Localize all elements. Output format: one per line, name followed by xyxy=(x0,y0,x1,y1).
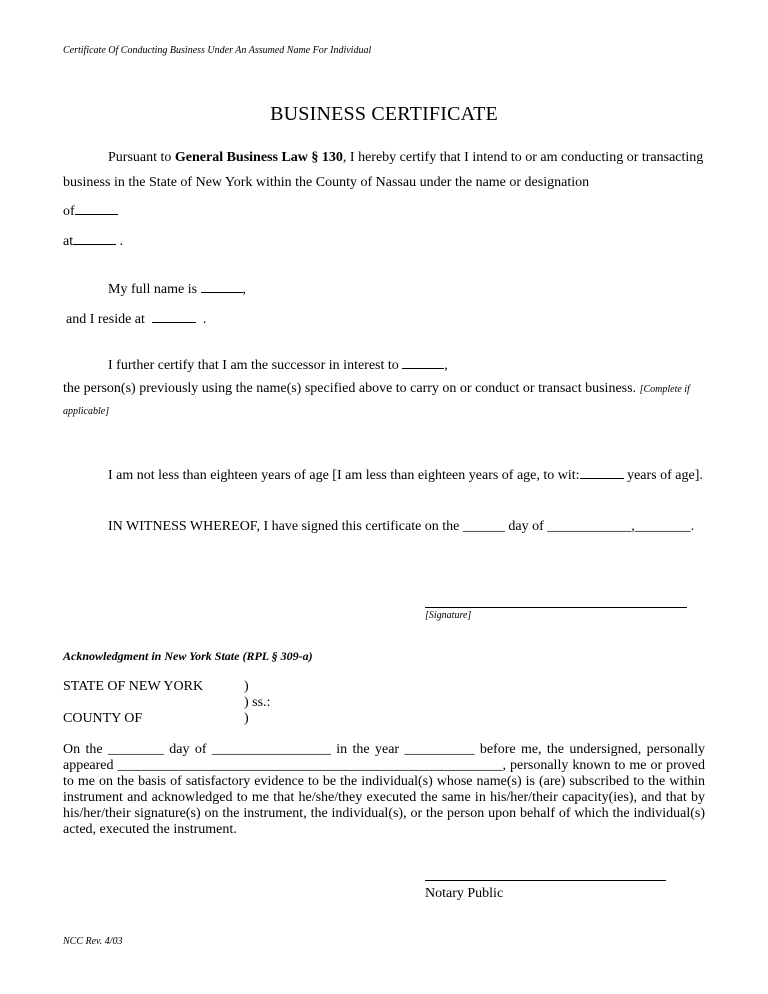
paren-2: ) xyxy=(244,711,249,726)
business-address-field[interactable] xyxy=(73,232,116,245)
complete-note: [Complete if xyxy=(639,384,690,395)
residence-field[interactable] xyxy=(152,310,196,323)
revision-footer: NCC Rev. 4/03 xyxy=(63,936,123,947)
successor-line1: I further certify that I am the successor in interest to , xyxy=(108,358,448,373)
successor-field[interactable] xyxy=(402,356,444,369)
of-line: of xyxy=(63,202,118,220)
ss-label: ) ss.: xyxy=(244,695,271,710)
law-reference: General Business Law § 130 xyxy=(174,150,343,165)
county-label: COUNTY OF xyxy=(63,711,143,726)
paren-1: ) xyxy=(244,679,249,694)
business-name-field[interactable] xyxy=(75,202,118,215)
age-line: I am not less than eighteen years of age [I am less than eighteen years of age, to wit: years of age]. xyxy=(108,468,703,483)
age-field[interactable] xyxy=(580,466,624,479)
witness-line: IN WITNESS WHEREOF, I have signed this certificate on the ______ day of ____________,________. xyxy=(108,519,695,534)
full-name-field[interactable] xyxy=(201,280,243,293)
state-label: STATE OF NEW YORK xyxy=(63,679,204,694)
notary-signature-line[interactable] xyxy=(425,880,666,881)
successor-line2: the person(s) previously using the name(s) specified above to carry on or conduct or transact business. [Complete if xyxy=(63,381,690,396)
acknowledgment-body: On the ________ day of _________________ in the year __________ before me, the undersigned, personally appeared _______________________________________________________, personally known to me or proved to me on the basis of satisfactory evidence to be the individual(s) whose name(s) is (are) subscribed to the within instrument and acknowledged to me that he/she/they executed the same in his/her/their capacity(ies), and that by his/her/their signature(s) on the instrument, the individual(s), or the person upon behalf of which the individual(s) acted, executed the instrument. xyxy=(63,742,705,837)
document-title: BUSINESS CERTIFICATE xyxy=(270,103,498,125)
fullname-line: My full name is , xyxy=(108,282,247,297)
header-caption: Certificate Of Conducting Business Under An Assumed Name For Individual xyxy=(63,45,372,56)
notary-label: Notary Public xyxy=(425,886,504,901)
at-line: at . xyxy=(63,234,124,249)
para1-line1: Pursuant to General Business Law § 130, I hereby certify that I intend to or am conducting or transacting xyxy=(108,150,704,165)
complete-note-cont: applicable] xyxy=(63,406,110,417)
signature-line[interactable] xyxy=(425,607,687,608)
acknowledgment-title: Acknowledgment in New York State (RPL § 309-a) xyxy=(63,649,313,663)
reside-line: and I reside at . xyxy=(66,312,207,327)
signature-label: [Signature] xyxy=(425,610,472,621)
para1-line2: business in the State of New York within the County of Nassau under the name or designation xyxy=(63,175,590,190)
